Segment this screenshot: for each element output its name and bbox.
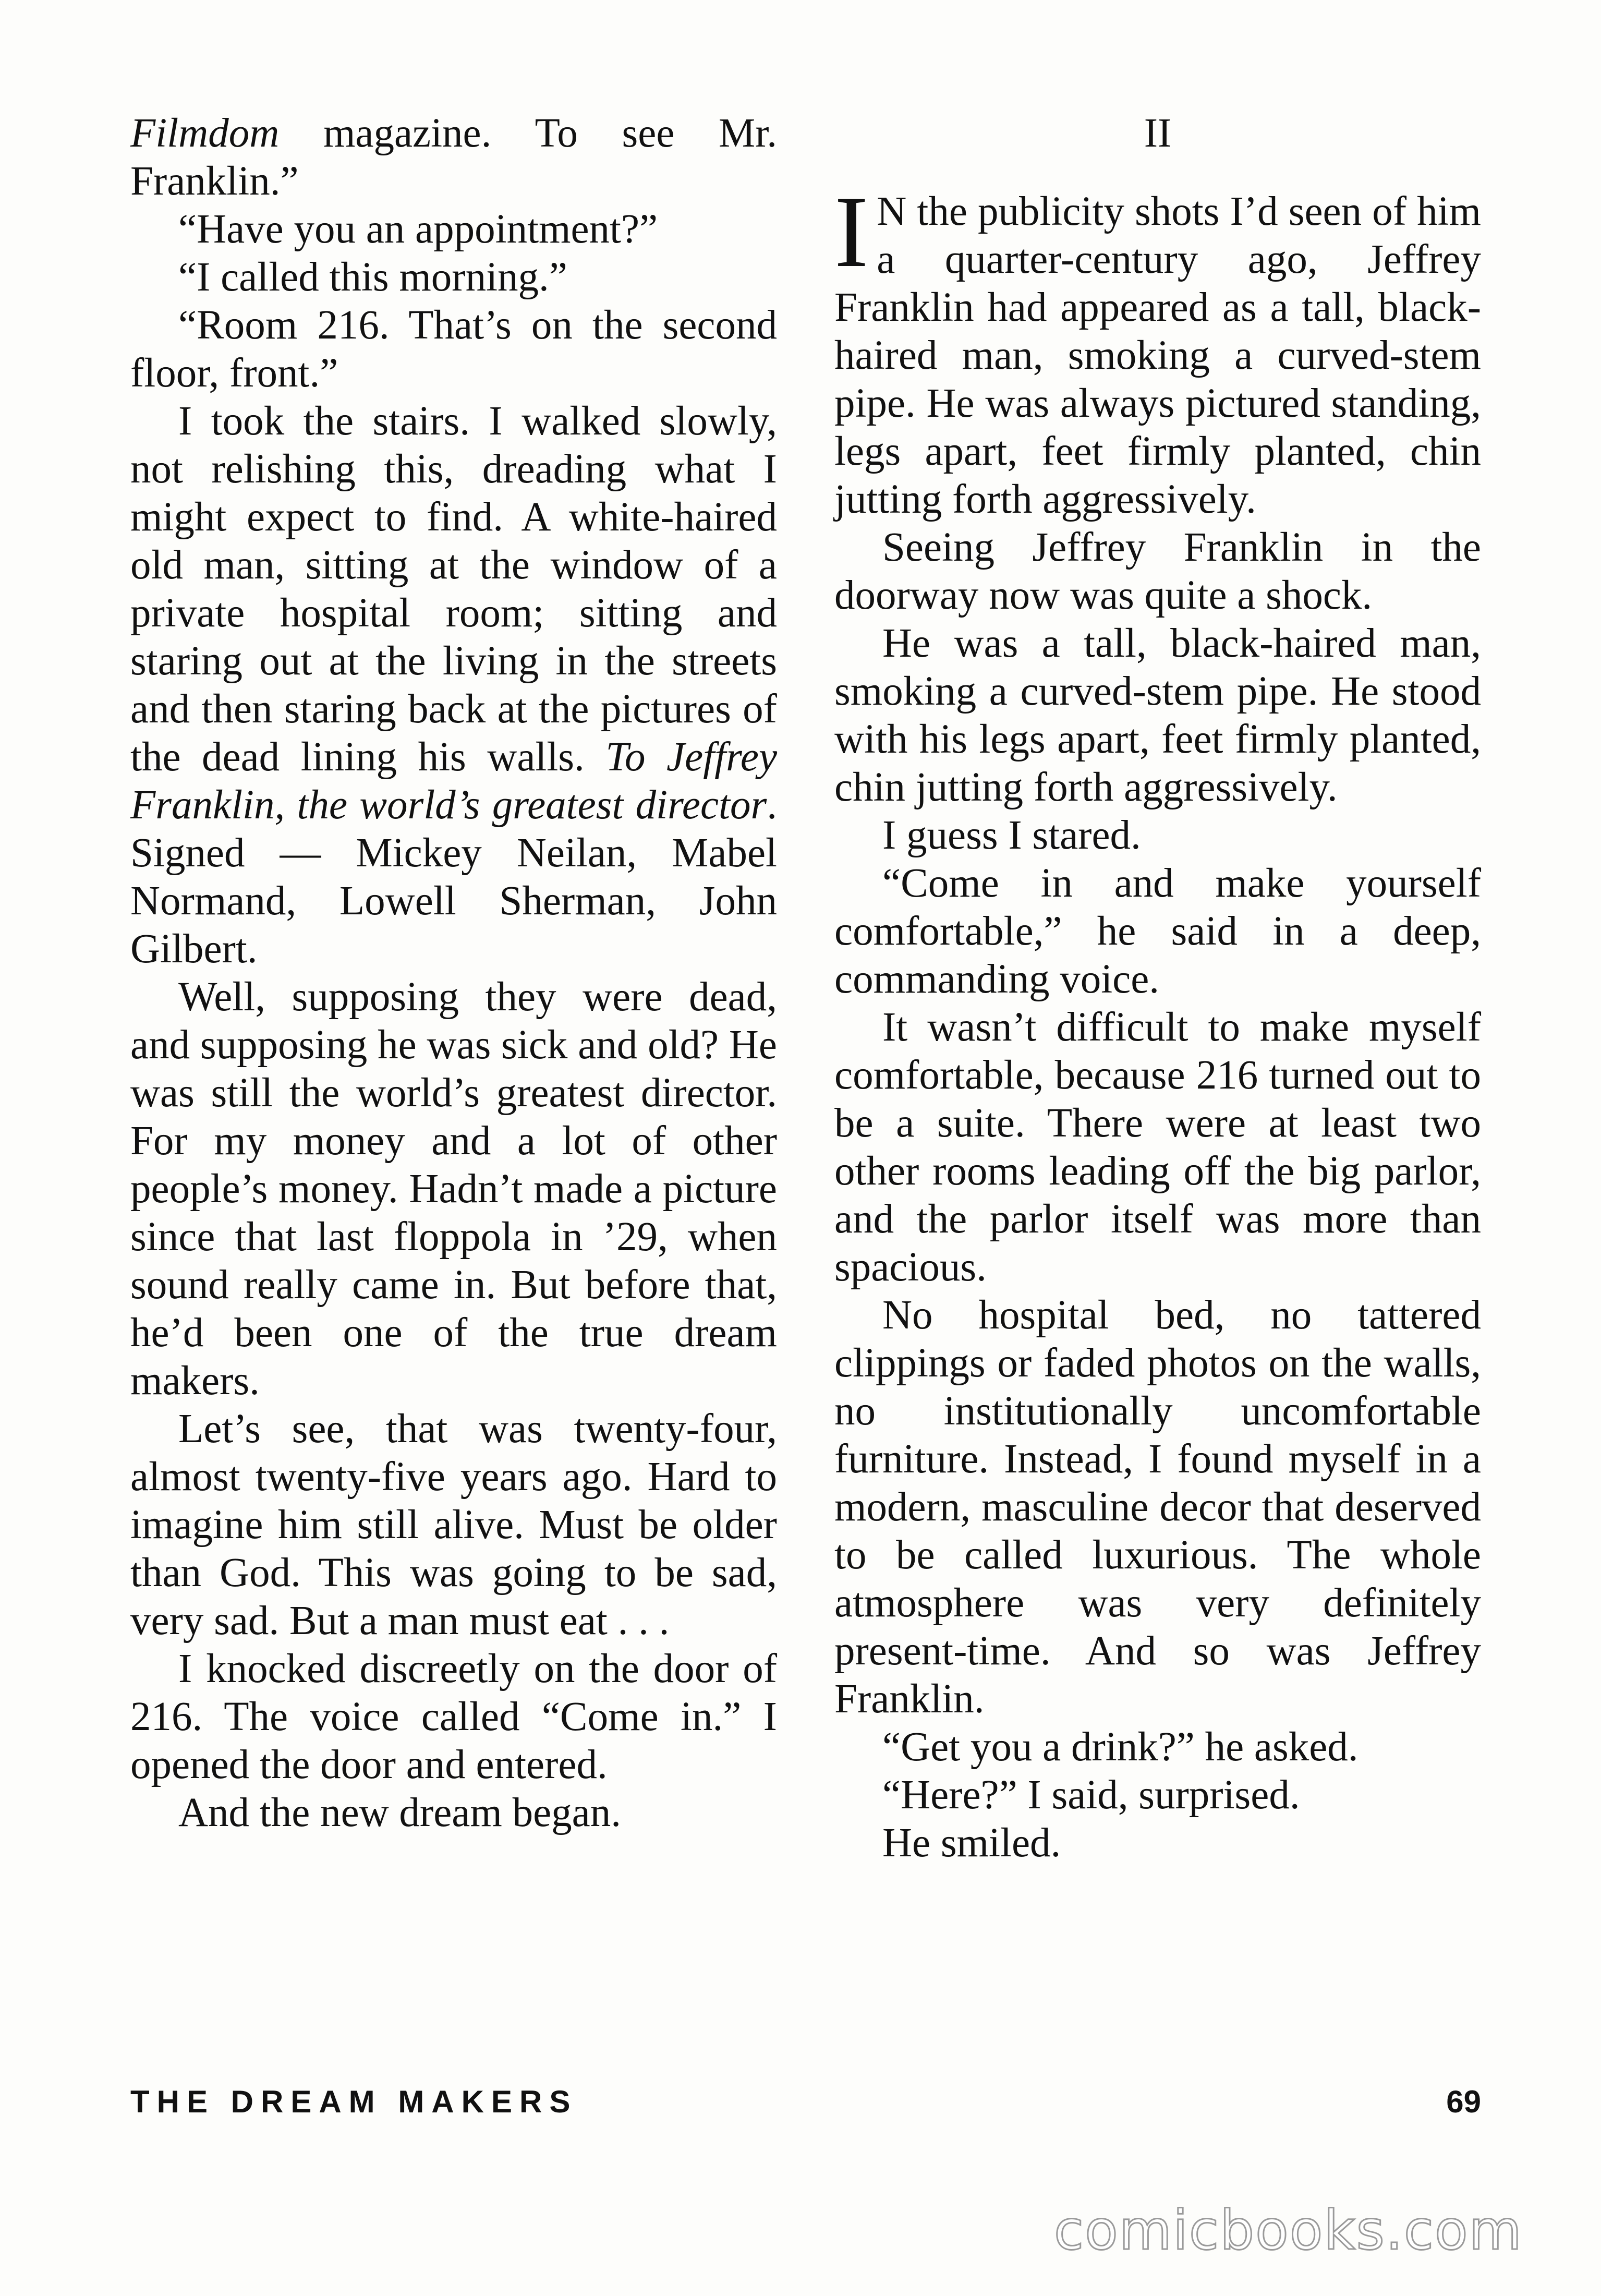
- left-text-column: [130, 110, 777, 1837]
- paragraph: “I called this morning.”: [178, 255, 567, 300]
- paragraph: He smiled.: [882, 1820, 1061, 1866]
- paragraph: I guess I stared.: [882, 813, 1141, 858]
- paragraph: Let’s see, that was twenty-four, almost twenty-five years ago. Hard to imagine him still alive. Must be older than God. This was going to be sad, very sad. But a man must eat . . .: [130, 1406, 777, 1644]
- paragraph: Well, supposing they were dead, and supposing he was sick and old? He was still the world’s greatest director. For my money and a lot of other people’s money. Hadn’t made a picture since that last floppola in ’29, when sound really came in. But before that, he’d been one of the true dream makers.: [130, 974, 777, 1404]
- drop-cap: I: [834, 175, 869, 288]
- paragraph: “Room 216. That’s on the second floor, front.”: [130, 303, 777, 396]
- magazine-title: Filmdom: [130, 111, 280, 156]
- running-title: THE DREAM MAKERS: [130, 2084, 578, 2119]
- section-heading: II: [1144, 111, 1172, 156]
- paragraph: “Come in and make yourself comfortable,” he said in a deep, commanding voice.: [834, 861, 1481, 1002]
- paragraph: Seeing Jeffrey Franklin in the doorway now was quite a shock.: [834, 525, 1481, 618]
- paragraph: He was a tall, black-haired man, smoking a curved-stem pipe. He stood with his legs apart, feet firmly planted, chin jutting forth aggressively.: [834, 621, 1481, 810]
- paragraph: I N the publicity shots I’d seen of him a quarter-century ago, Jeffrey Franklin had appeared as a tall, black-haired man, smoking a curved-stem pipe. He was always pictured standing, legs apart, feet firmly planted, chin jutting forth aggressively.: [834, 175, 1481, 522]
- paragraph: And the new dream began.: [178, 1790, 621, 1835]
- paragraph: I took the stairs. I walked slowly, not relishing this, dreading what I might expect to find. A white-haired old man, sitting at the window of a private hospital room; sitting and staring out at the living in the streets and then staring back at the pictures of the dead lining his walls. To Jeffrey Franklin, the world’s greatest director. Signed — Mickey Neilan, Mabel Normand, Lowell Sherman, John Gilbert.: [130, 398, 778, 972]
- page-footer: [130, 2084, 1481, 2125]
- paragraph: “Here?” I said, surprised.: [882, 1772, 1300, 1818]
- photo-inscription: To Jeffrey Franklin, the world’s greatest director: [130, 734, 778, 828]
- right-text-column: [834, 110, 1481, 1867]
- paragraph: It wasn’t difficult to make myself comfortable, because 216 turned out to be a suite. There were at least two other rooms leading off the big parlor, and the parlor itself was more than spacious.: [834, 1005, 1481, 1290]
- paragraph: No hospital bed, no tattered clippings or faded photos on the walls, no institutionally uncomfortable furniture. Instead, I found myself in a modern, masculine decor that deserved to be called luxurious. The whole atmosphere was very definitely present-time. And so was Jeffrey Franklin.: [834, 1292, 1481, 1722]
- paragraph: I knocked discreetly on the door of 216. The voice called “Come in.” I opened the door and entered.: [130, 1646, 777, 1787]
- watermark: comicbooks.com: [1053, 2198, 1523, 2262]
- paragraph: “Have you an appointment?”: [178, 207, 658, 252]
- paragraph: “Get you a drink?” he asked.: [882, 1724, 1359, 1770]
- page-number: 69: [1446, 2084, 1481, 2119]
- paragraph: Filmdom magazine. To see Mr. Franklin.”: [130, 111, 777, 204]
